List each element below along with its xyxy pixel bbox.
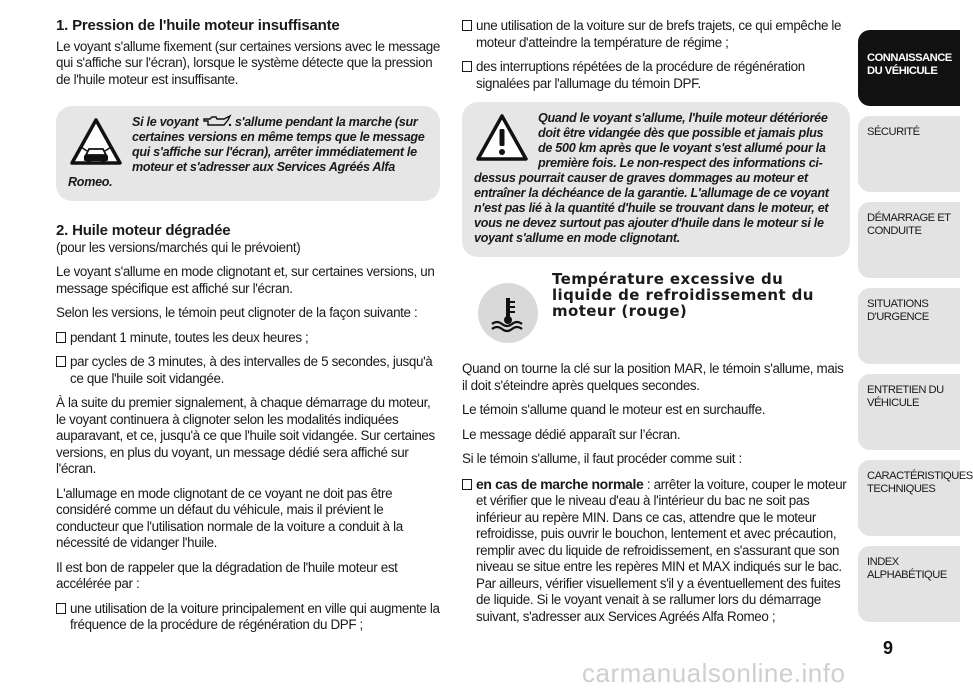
right-column	[462, 18, 850, 633]
warning-triangle-icon	[476, 113, 528, 163]
warning-text-before-icon: Si le voyant	[132, 115, 199, 129]
paragraph: L'allumage en mode clignotant de ce voyant ne doit pas être considéré comme un défaut du véhicule, mais il prévient le conducteur que l'utilisation normale de la voiture a conduit à la nécessité de vidanger l'huile.	[56, 485, 403, 550]
watermark: carmanualsonline.info	[582, 658, 846, 688]
oil-pressure-text: Le voyant s'allume fixement (sur certaines versions avec le message qui s'affiche sur l'écran), lorsque le système détecte que la pression de l'huile moteur est insuffisante.	[56, 38, 440, 87]
paragraph: Il est bon de rappeler que la dégradation de l'huile moteur est accélérée par :	[56, 559, 398, 591]
coolant-temperature-icon	[478, 283, 538, 343]
checkbox-bullet-icon	[462, 61, 472, 72]
paragraph: À la suite du premier signalement, à chaque démarrage du moteur, le voyant continuera à clignoter selon les modalités indiquées auparavant, et ce, jusqu'à ce que l'huile soit vidangée. Sur certaines versions, en plus du voyant, un message dédié sera affiché sur l'écran.	[56, 395, 435, 476]
warning-triangle-icon	[70, 117, 122, 167]
tab-demarrage-et-conduite[interactable]: DÉMARRAGE ET CONDUITE	[858, 202, 960, 278]
tab-securite[interactable]: SÉCURITÉ	[858, 116, 960, 192]
warning-text: Quand le voyant s'allume, l'huile moteur détériorée doit être vidangée dès que possible et jamais plus de 500 km après que le voyant s'est allumé pour la première fois. Le non-respect des informations ci-dessus pourrait causer de graves dommages au moteur et entraîner la déchéance de la garantie. L'allumage de ce voyant n'est pas lié à la quantité d'huile se trouvant dans le moteur, et vous ne devez surtout pas ajouter d'huile dans le moteur si le voyant s'allume en mode clignotant.	[474, 111, 829, 245]
section-title-oil-pressure: 1. Pression de l'huile moteur insuffisante	[56, 17, 340, 34]
list-item: une utilisation de la voiture sur de brefs trajets, ce qui empêche le moteur d'atteindre la température de régime ;	[462, 18, 850, 51]
checkbox-bullet-icon	[462, 479, 472, 490]
paragraph: Selon les versions, le témoin peut clignoter de la façon suivante :	[56, 305, 418, 320]
section-title-degraded-oil: 2. Huile moteur dégradée	[56, 222, 231, 239]
left-column	[56, 18, 440, 642]
tab-situations-d-urgence[interactable]: SITUATIONS D'URGENCE	[858, 288, 960, 364]
checkbox-bullet-icon	[56, 332, 66, 343]
tab-caracteristiques-techniques[interactable]: CARACTÉRISTIQUES TECHNIQUES	[858, 460, 960, 536]
list-item: des interruptions répétées de la procédure de régénération signalées par l'allumage du témoin DPF.	[462, 59, 850, 92]
oil-can-icon	[202, 115, 232, 127]
warning-box-oil-pressure	[56, 106, 440, 201]
tab-index-alphabetique[interactable]: INDEX ALPHABÉTIQUE	[858, 546, 960, 622]
paragraph: Le message dédié apparaît sur l’écran.	[462, 426, 681, 442]
section-subtitle: (pour les versions/marchés qui le prévoient)	[56, 239, 301, 255]
list-item: une utilisation de la voiture principalement en ville qui augmente la fréquence de la procédure de régénération du DPF ;	[56, 601, 440, 634]
checkbox-bullet-icon	[462, 20, 472, 31]
tab-connaissance-du-vehicule[interactable]: CONNAISSANCE DU VÉHICULE	[858, 30, 960, 106]
checkbox-bullet-icon	[56, 603, 66, 614]
paragraph: Le témoin s'allume quand le moteur est en surchauffe.	[462, 402, 766, 417]
paragraph: Le voyant s'allume en mode clignotant et, sur certaines versions, un message spécifique est affiché sur l'écran.	[56, 264, 435, 296]
list-item: en cas de marche normale : arrêter la voiture, couper le moteur et vérifier que le niveau d'eau à l'intérieur du bac ne soit pas inférieur au repère MIN. Dans ce cas, attendre que le moteur refroidisse, puis ouvrir le bouchon, lentement et avec précaution, remplir avec du liquide de refroidissement, en s'assurant que son niveau se situe entre les repères MIN et MAX indiqués sur le bac. Par ailleurs, vérifier visuellement s'il y a éventuellement des fuites de liquide. Si le voyant venait à se rallumer lors du démarrage suivant, s'adresser aux Services Agréés Alfa Romeo ;	[462, 476, 850, 626]
page-number: 9	[882, 638, 893, 658]
paragraph: Quand on tourne la clé sur la position MAR, le témoin s'allume, mais il doit s'éteindre après quelques secondes.	[462, 361, 844, 393]
bullet-bold-lead: en cas de marche normale	[476, 475, 644, 492]
paragraph: Si le témoin s'allume, il faut procéder comme suit :	[462, 451, 742, 466]
checkbox-bullet-icon	[56, 356, 66, 367]
warning-box-oil-change	[462, 102, 850, 257]
warning-text-after-icon: s'allume pendant la marche (sur certaines versions en même temps que le message qui s'affiche sur l'écran), arrêter immédiatement le moteur et s'adresser aux Services Agréés Alfa Romeo.	[68, 115, 425, 189]
section-degraded-oil	[56, 223, 440, 634]
list-item: pendant 1 minute, toutes les deux heures ;	[56, 330, 440, 347]
section-title-coolant: Température excessive du liquide de refroidissement du moteur (rouge)	[552, 270, 814, 320]
list-item: par cycles de 3 minutes, à des intervalles de 5 secondes, jusqu'à ce que l'huile soit vidangée.	[56, 354, 440, 387]
coolant-section-header	[462, 271, 850, 343]
chapter-sidebar	[858, 0, 973, 686]
tab-entretien-du-vehicule[interactable]: ENTRETIEN DU VÉHICULE	[858, 374, 960, 450]
